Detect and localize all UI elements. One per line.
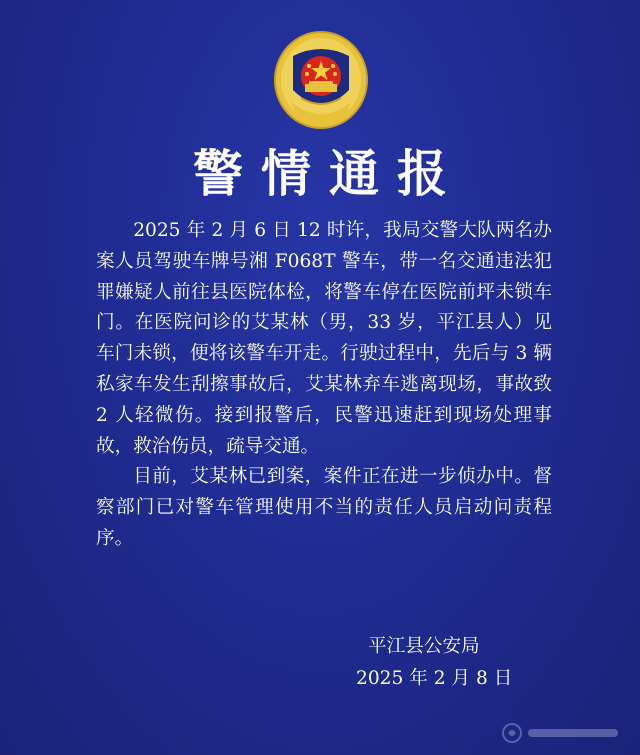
notice-paragraph: 2025 年 2 月 6 日 12 时许，我局交警大队两名办案人员驾驶车牌号湘 F068T 警车，带一名交通违法犯罪嫌疑人前往县医院体检，将警车停在医院前坪未锁车门。在医院问诊的艾某林（男，33 岁，平江县人）见车门未锁，便将该警车开走。行驶过程中，先后与 3 辆私家车发生刮擦事故后，艾某林弃车逃离现场，事故致 2 人轻微伤。接到报警后，民警迅速赶到现场处理事故，救治伤员，疏导交通。 — [96, 220, 552, 457]
notice-paragraph: 目前，艾某林已到案，案件正在进一步侦办中。督察部门已对警车管理使用不当的责任人员启动问责程序。 — [96, 466, 552, 549]
signature-date: 2025 年 2 月 8 日 — [356, 668, 513, 689]
notice-body — [96, 216, 552, 555]
watermark-icon — [500, 720, 630, 746]
notice-title: 警情通报 — [193, 145, 465, 203]
signature-org: 平江县公安局 — [368, 636, 480, 657]
police-emblem-icon — [271, 28, 371, 132]
